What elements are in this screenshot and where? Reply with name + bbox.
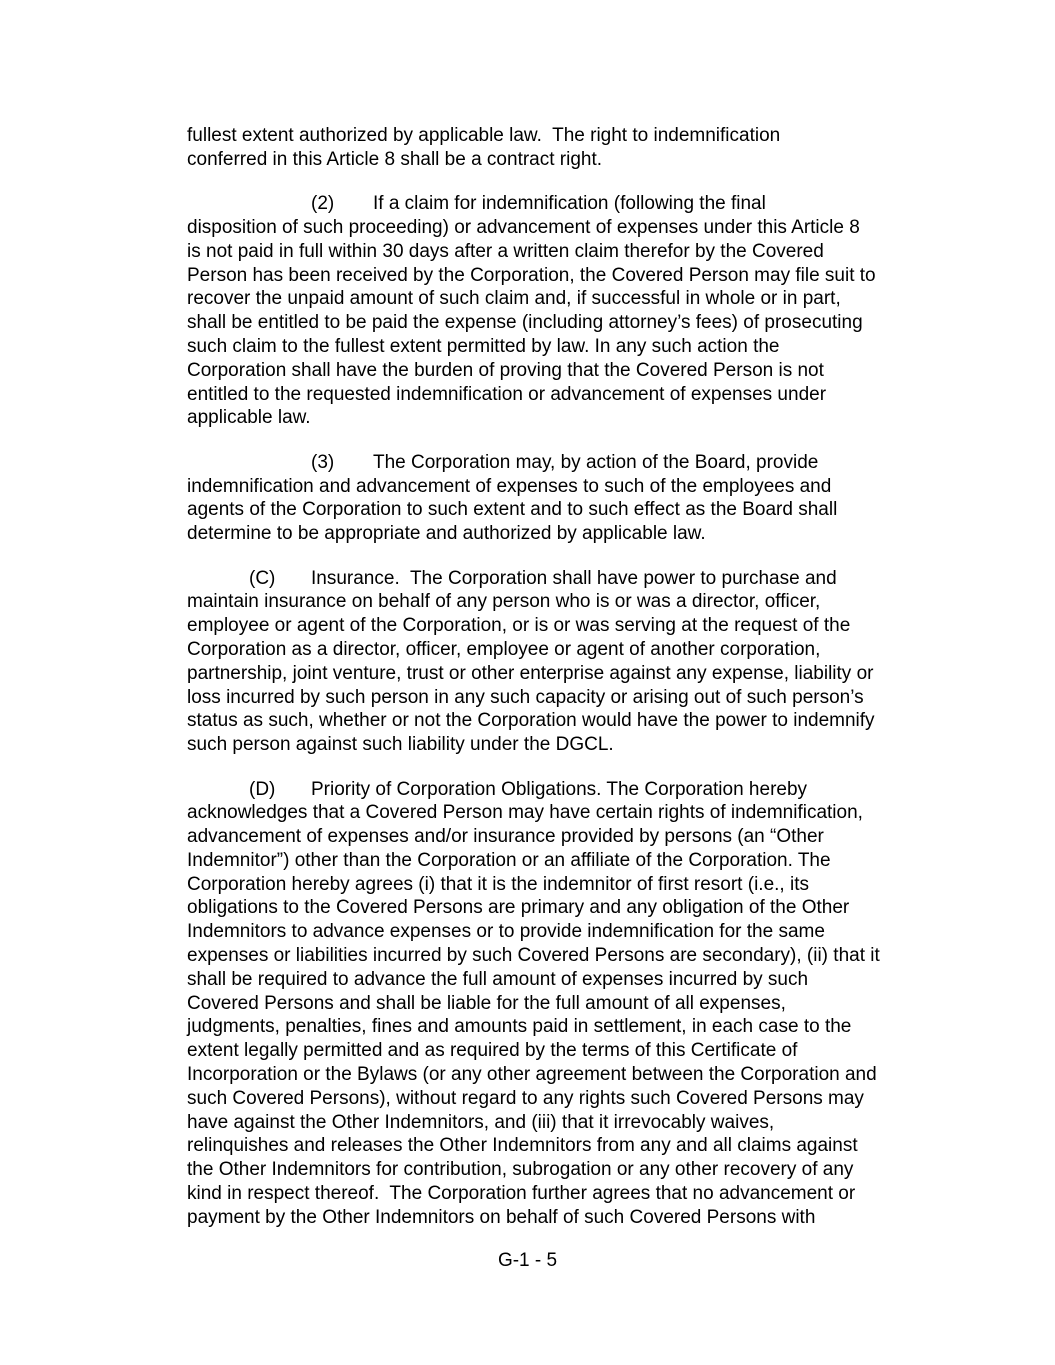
text-line: payment by the Other Indemnitors on behalf of such Covered Persons with — [187, 1206, 816, 1228]
paragraph-label: (3) — [311, 451, 335, 473]
text-line: acknowledges that a Covered Person may have certain rights of indemnification, — [187, 802, 863, 824]
text-line: Corporation as a director, officer, employee or agent of another corporation, — [187, 638, 821, 660]
text-line: shall be required to advance the full amount of expenses incurred by such — [187, 968, 809, 990]
document-body — [187, 124, 907, 1250]
text-line: shall be entitled to be paid the expense (including attorney’s fees) of prosecuting — [187, 312, 863, 334]
text-line: Person has been received by the Corporation, the Covered Person may file suit to — [187, 264, 876, 286]
text-line — [187, 451, 907, 475]
text-line: Indemnitors to advance expenses or to provide indemnification for the same — [187, 921, 825, 943]
text-line: Corporation hereby agrees (i) that it is the indemnitor of first resort (i.e., its — [187, 873, 809, 895]
text-line: Corporation shall have the burden of proving that the Covered Person is not — [187, 359, 824, 381]
text-line-content: The Corporation hereby — [601, 778, 808, 800]
text-line: obligations to the Covered Persons are primary and any obligation of the Other — [187, 897, 850, 919]
text-line: extent legally permitted and as required by the terms of this Certificate of — [187, 1040, 798, 1062]
text-line: conferred in this Article 8 shall be a contract right. — [187, 148, 603, 170]
text-line: is not paid in full within 30 days after a written claim therefor by the Covered — [187, 240, 824, 262]
text-line-content: The Corporation shall have power to purchase and — [399, 567, 837, 589]
text-line: maintain insurance on behalf of any person who is or was a director, officer, — [187, 591, 821, 613]
paragraph-label: (2) — [311, 193, 335, 215]
text-line: judgments, penalties, fines and amounts paid in settlement, in each case to the — [187, 1016, 852, 1038]
text-line-content: If a claim for indemnification (following the final — [373, 193, 766, 215]
text-line: such person against such liability under the DGCL. — [187, 734, 614, 756]
text-line: agents of the Corporation to such extent and to such effect as the Board shall — [187, 499, 838, 521]
text-line: entitled to the requested indemnification or advancement of expenses under — [187, 383, 827, 405]
text-line: Indemnitor”) other than the Corporation or an affiliate of the Corporation. The — [187, 849, 831, 871]
paragraph — [187, 124, 907, 172]
paragraph — [187, 451, 907, 546]
text-line: such claim to the fullest extent permitted by law. In any such action the — [187, 335, 780, 357]
paragraph-label: (D) — [249, 778, 276, 800]
text-line: kind in respect thereof. The Corporation further agrees that no advancement or — [187, 1183, 856, 1205]
text-line: indemnification and advancement of expenses to such of the employees and — [187, 475, 832, 497]
text-line-content: The Corporation may, by action of the Board, provide — [373, 451, 819, 473]
paragraph — [187, 567, 907, 757]
paragraph-label: (C) — [249, 567, 276, 589]
text-line — [187, 778, 907, 802]
text-line: expenses or liabilities incurred by such Covered Persons are secondary), (ii) that it — [187, 945, 880, 967]
text-line: status as such, whether or not the Corporation would have the power to indemnify — [187, 710, 875, 732]
section-heading: Priority of Corporation Obligations. — [311, 778, 602, 800]
text-line: recover the unpaid amount of such claim and, if successful in whole or in part, — [187, 288, 841, 310]
text-line: have against the Other Indemnitors, and (iii) that it irrevocably waives, — [187, 1111, 775, 1133]
text-line: fullest extent authorized by applicable law. The right to indemnification — [187, 125, 781, 146]
paragraph — [187, 192, 907, 430]
text-line: Covered Persons and shall be liable for the full amount of all expenses, — [187, 992, 786, 1014]
text-line: Incorporation or the Bylaws (or any other agreement between the Corporation and — [187, 1064, 877, 1086]
text-line: disposition of such proceeding) or advancement of expenses under this Article 8 — [187, 216, 860, 238]
text-line: loss incurred by such person in any such capacity or arising out of such person’s — [187, 686, 864, 708]
text-line — [187, 567, 907, 591]
text-line: relinquishes and releases the Other Indemnitors from any and all claims against — [187, 1135, 858, 1157]
text-line: the Other Indemnitors for contribution, subrogation or any other recovery of any — [187, 1159, 854, 1181]
text-line: advancement of expenses and/or insurance provided by persons (an “Other — [187, 826, 824, 848]
text-line: employee or agent of the Corporation, or is or was serving at the request of the — [187, 615, 851, 637]
section-heading: Insurance. — [311, 567, 400, 589]
text-line: such Covered Persons), without regard to any rights such Covered Persons may — [187, 1087, 864, 1109]
text-line: partnership, joint venture, trust or other enterprise against any expense, liability or — [187, 662, 874, 684]
text-line: determine to be appropriate and authorized by applicable law. — [187, 523, 706, 545]
page-number: G-1 - 5 — [497, 1250, 558, 1271]
text-line: applicable law. — [187, 407, 311, 429]
text-line — [187, 192, 907, 216]
paragraph — [187, 778, 907, 1230]
